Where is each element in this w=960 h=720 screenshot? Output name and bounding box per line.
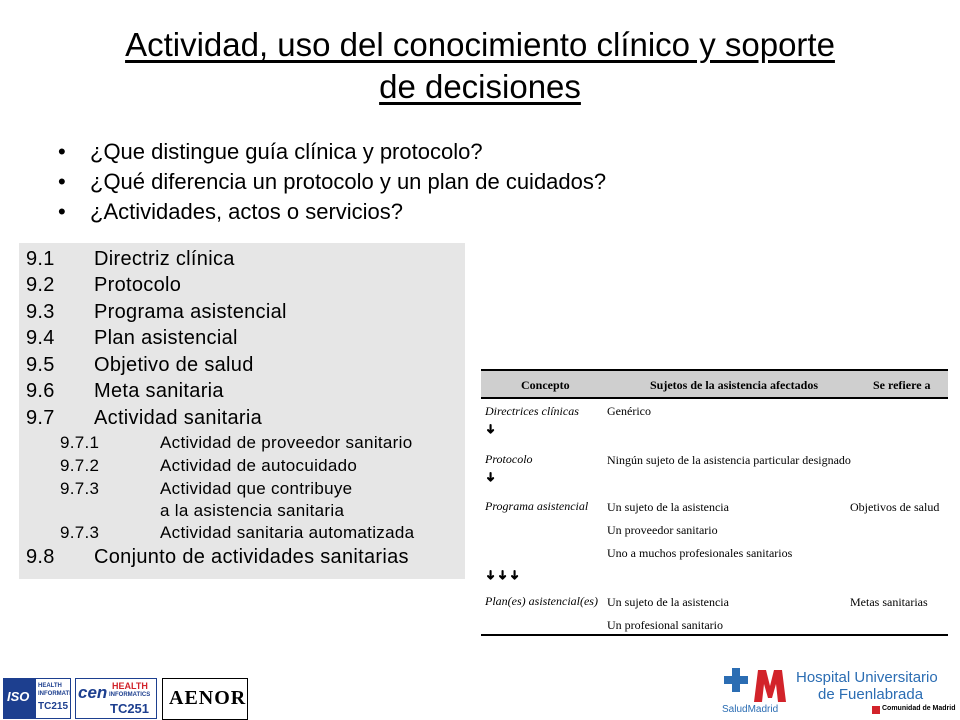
arrow-down-icon: ➜ xyxy=(495,569,511,581)
cell-programa: Programa asistencial xyxy=(485,499,589,513)
concept-number: 9.7 xyxy=(26,407,55,429)
cen-sub-2: INFORMATICS xyxy=(109,692,151,698)
cell-generico: Genérico xyxy=(607,404,651,418)
iso-logo-text: ISO xyxy=(7,689,30,704)
concept-text: Protocolo xyxy=(94,274,182,296)
iso-sub-1: HEALTH xyxy=(38,683,62,689)
concept-text: Actividad que contribuye xyxy=(160,479,353,498)
cell-profesional: Un profesional sanitario xyxy=(607,618,723,632)
hospital-logo xyxy=(720,664,960,720)
header-sujetos: Sujetos de la asistencia afectados xyxy=(650,378,818,392)
concept-number: 9.2 xyxy=(26,274,55,296)
cell-ningun: Ningún sujeto de la asistencia particular designado xyxy=(607,453,851,467)
concept-text: Actividad de proveedor sanitario xyxy=(160,433,413,452)
concept-text: Directriz clínica xyxy=(94,248,235,270)
iso-logo-mark xyxy=(4,679,36,718)
concept-number: 9.7.3 xyxy=(60,523,100,542)
title-line-2: de decisiones xyxy=(379,68,581,105)
comunidad-text: Comunidad de Madrid xyxy=(882,705,956,712)
table-bottom-rule xyxy=(481,634,948,636)
arrow-down-icon: ➜ xyxy=(507,569,523,581)
table-header xyxy=(481,369,948,399)
slide-title xyxy=(40,24,920,108)
concept-number: 9.8 xyxy=(26,546,55,568)
concept-text: Conjunto de actividades sanitarias xyxy=(94,546,409,568)
concept-number: 9.7.3 xyxy=(60,479,100,498)
concept-panel xyxy=(19,243,465,579)
iso-logo xyxy=(3,678,71,719)
question-text: ¿Que distingue guía clínica y protocolo? xyxy=(90,139,483,164)
cell-protocolo: Protocolo xyxy=(485,452,533,466)
question-list xyxy=(58,137,606,227)
concept-number: 9.5 xyxy=(26,354,55,376)
cell-muchos: Uno a muchos profesionales sanitarios xyxy=(607,546,793,560)
concept-text: a la asistencia sanitaria xyxy=(160,501,345,520)
cell-directrices: Directrices clínicas xyxy=(485,404,579,418)
question-item xyxy=(58,167,606,197)
cen-sub-1: HEALTH xyxy=(112,681,148,691)
concept-text: Plan asistencial xyxy=(94,327,238,349)
bullet-icon: • xyxy=(58,199,66,224)
concept-text: Meta sanitaria xyxy=(94,380,224,402)
concept-text: Objetivo de salud xyxy=(94,354,254,376)
header-concepto: Concepto xyxy=(521,378,570,392)
cell-metas: Metas sanitarias xyxy=(850,595,928,609)
iso-sub-3: TC215 xyxy=(38,701,69,712)
hospital-name-2: de Fuenlabrada xyxy=(818,686,924,703)
question-item xyxy=(58,197,606,227)
salud-madrid-cross-icon xyxy=(720,666,790,706)
hospital-name-1: Hospital Universitario xyxy=(796,669,938,686)
arrow-down-icon: ➜ xyxy=(483,423,499,435)
concept-table xyxy=(481,369,948,638)
header-refiere: Se refiere a xyxy=(873,378,931,392)
question-item xyxy=(58,137,606,167)
concept-number: 9.1 xyxy=(26,248,55,270)
concept-number: 9.4 xyxy=(26,327,55,349)
cen-sub-3: TC251 xyxy=(110,701,150,716)
question-text: ¿Actividades, actos o servicios? xyxy=(90,199,404,224)
cen-logo-text: cen xyxy=(78,683,108,702)
concept-number: 9.7.1 xyxy=(60,433,100,452)
arrow-down-icon: ➜ xyxy=(483,471,499,483)
cell-objetivos: Objetivos de salud xyxy=(850,500,940,514)
comunidad-flag-icon xyxy=(872,706,880,714)
question-text: ¿Qué diferencia un protocolo y un plan de cuidados? xyxy=(90,169,607,194)
concept-text: Actividad sanitaria xyxy=(94,407,263,429)
arrow-down-icon: ➜ xyxy=(483,569,499,581)
iso-sub-2: INFORMATI xyxy=(38,691,71,697)
concept-text: Actividad de autocuidado xyxy=(160,456,358,475)
aenor-logo-text: AENOR xyxy=(169,687,247,709)
aenor-logo xyxy=(162,678,248,720)
cell-sujeto-2: Un sujeto de la asistencia xyxy=(607,595,729,609)
salud-madrid-text: SaludMadrid xyxy=(722,704,779,715)
concept-number: 9.3 xyxy=(26,301,55,323)
concept-number: 9.7.2 xyxy=(60,456,100,475)
cell-planes: Plan(es) asistencial(es) xyxy=(485,594,598,608)
cen-logo xyxy=(75,678,157,719)
cell-proveedor: Un proveedor sanitario xyxy=(607,523,718,537)
concept-text: Programa asistencial xyxy=(94,301,287,323)
bullet-icon: • xyxy=(58,139,66,164)
bullet-icon: • xyxy=(58,169,66,194)
concept-number: 9.6 xyxy=(26,380,55,402)
cell-sujeto-1: Un sujeto de la asistencia xyxy=(607,500,729,514)
title-line-1: Actividad, uso del conocimiento clínico y soporte xyxy=(125,26,835,63)
concept-text: Actividad sanitaria automatizada xyxy=(160,523,415,542)
